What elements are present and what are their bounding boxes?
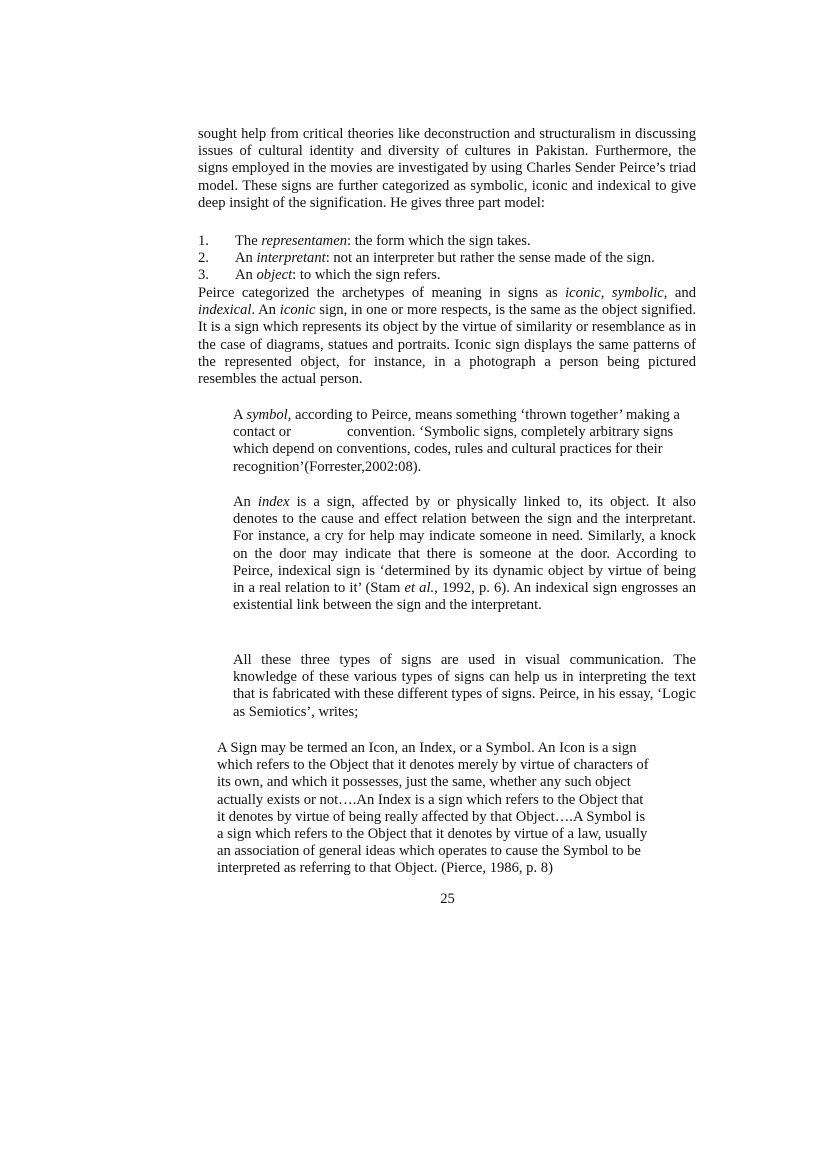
peirce-categories-paragraph: Peirce categorized the archetypes of meaning in signs as iconic, symbolic, and indexical. An iconic sign, in one or more respects, is the same as the object signified. It is a sign which represents its object by the virtue of similarity or resemblance as in the case of diagrams, statues and portraits. Iconic sign displays the same patterns of the represented object, for instance, in a photograph a person being pictured resembles the actual person.	[198, 285, 696, 388]
term-index: index	[257, 494, 290, 510]
quote-line: a sign which refers to the Object that it denotes by virtue of a law, usually	[217, 826, 648, 843]
list-item	[198, 250, 696, 267]
list-item	[198, 267, 696, 284]
quote-line: an association of general ideas which operates to cause the Symbol to be	[217, 843, 641, 860]
term-interpretant: interpretant	[256, 250, 326, 267]
quote-line: actually exists or not….An Index is a sign which refers to the Object that	[217, 791, 644, 808]
list-item-number: 3.	[198, 267, 209, 284]
list-item	[198, 233, 696, 250]
list-item-number: 2.	[198, 250, 209, 267]
quote-line: interpreted as referring to that Object. (Pierce, 1986, p. 8)	[217, 860, 553, 877]
list-item-text: An object: to which the sign refers.	[235, 267, 441, 284]
peirce-block-quote	[217, 740, 679, 878]
triad-model-list	[198, 233, 696, 285]
visual-communication-paragraph: All these three types of signs are used in visual communication. The knowledge of these various types of signs can help us in interpreting the text that is fabricated with these different types of signs. Peirce, in his essay, ‘Logic as Semiotics’, writes;	[233, 652, 696, 720]
list-item-text: An interpretant: not an interpreter but rather the sense made of the sign.	[235, 250, 655, 267]
page-number: 25	[440, 891, 455, 907]
quote-line: its own, and which it possesses, just the same, whether any such object	[217, 774, 631, 791]
quote-line: A Sign may be termed an Icon, an Index, or a Symbol. An Icon is a sign	[217, 740, 637, 756]
index-definition-paragraph: An index is a sign, affected by or physically linked to, its object. It also denotes to the cause and effect relation between the sign and the interpretant. For instance, a cry for help may indicate someone in need. Similarly, a knock on the door may indicate that there is someone at the door. According to Peirce, indexical sign is ‘determined by its dynamic object by virtue of being in a real relation to it’ (Stam et al., 1992, p. 6). An indexical sign engrosses an existential link between the sign and the interpretant.	[233, 494, 696, 614]
term-symbol: symbol	[246, 407, 288, 423]
term-object: object	[256, 267, 293, 284]
quote-line: which refers to the Object that it denotes merely by virtue of characters of	[217, 757, 649, 774]
list-item-number: 1.	[198, 233, 209, 249]
symbol-definition-paragraph: A symbol, according to Peirce, means something ‘thrown together’ making a contact or convention. ‘Symbolic signs, completely arbitrary signs which depend on conventions, codes, rules and cultural practices for their recognition’(Forrester,2002:08).	[233, 407, 680, 475]
intro-paragraph: sought help from critical theories like deconstruction and structuralism in discussing issues of cultural identity and diversity of cultures in Pakistan. Furthermore, the signs employed in the movies are investigated by using Charles Sender Peirce’s triad model. These signs are further categorized as symbolic, iconic and indexical to give deep insight of the signification. He gives three part model:	[198, 126, 696, 211]
list-item-text: The representamen: the form which the sign takes.	[235, 233, 531, 249]
quote-line: it denotes by virtue of being really affected by that Object….A Symbol is	[217, 808, 646, 825]
term-representamen: representamen	[261, 233, 347, 249]
